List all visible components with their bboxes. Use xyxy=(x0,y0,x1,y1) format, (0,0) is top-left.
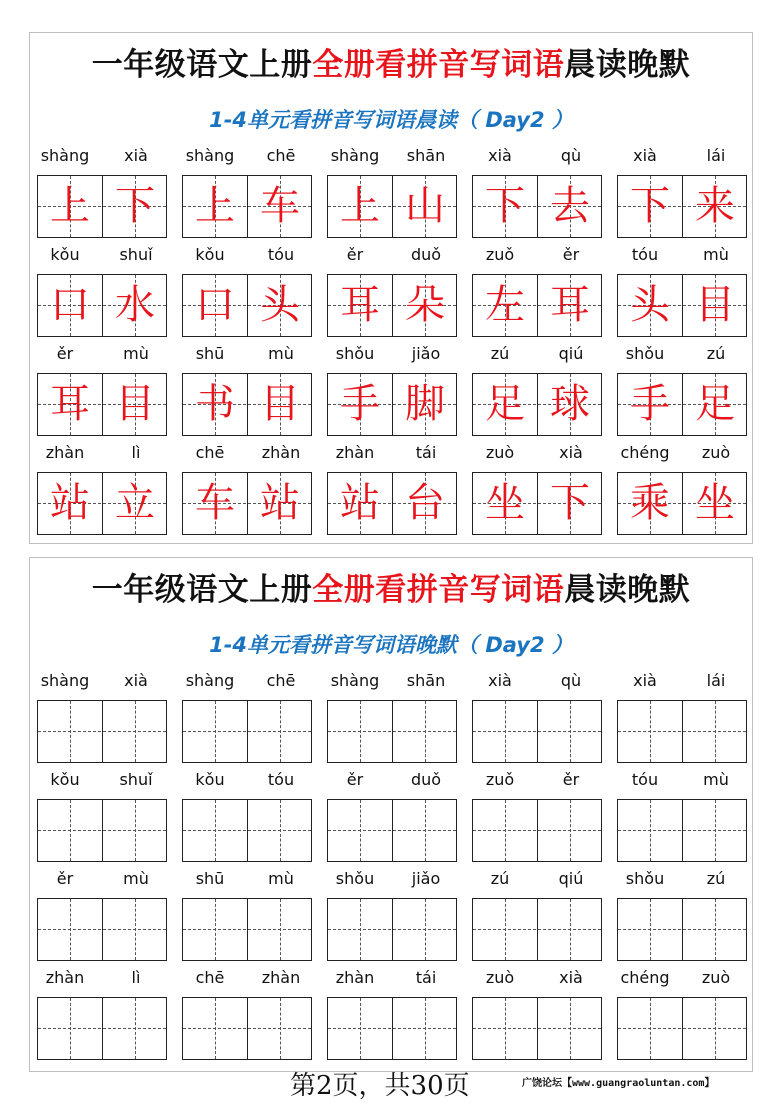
grid-guide-line xyxy=(570,800,571,861)
pinyin-label: lì xyxy=(131,968,141,987)
grid-guide-line xyxy=(473,731,601,732)
grid-guide-line xyxy=(135,701,136,762)
hanzi-character: 车 xyxy=(195,480,235,526)
hanzi-character: 书 xyxy=(195,381,235,427)
pinyin-label: shū xyxy=(195,869,225,888)
word-item xyxy=(37,769,169,864)
pinyin-label: xià xyxy=(559,443,583,462)
pinyin-label: qù xyxy=(560,671,582,690)
grid-guide-line xyxy=(328,929,456,930)
hanzi-character: 上 xyxy=(195,183,235,229)
pinyin-label: jiǎo xyxy=(411,344,441,363)
hanzi-character: 目 xyxy=(115,381,155,427)
pinyin-label: ěr xyxy=(562,245,580,264)
pinyin-label: zhàn xyxy=(45,968,85,987)
hanzi-character: 耳 xyxy=(50,381,90,427)
pinyin-label: tóu xyxy=(631,245,659,264)
writing-box[interactable] xyxy=(617,799,747,862)
hanzi-character: 口 xyxy=(50,282,90,328)
pinyin-label: tóu xyxy=(631,770,659,789)
writing-box[interactable] xyxy=(182,997,312,1060)
grid-guide-line xyxy=(183,929,311,930)
writing-box[interactable] xyxy=(327,799,457,862)
hanzi-character: 去 xyxy=(550,183,590,229)
hanzi-character: 来 xyxy=(695,183,735,229)
title-suffix: 晨读晚默 xyxy=(564,572,691,608)
pinyin-label: qiú xyxy=(558,869,584,888)
grid-guide-line xyxy=(328,830,456,831)
grid-guide-line xyxy=(618,1028,746,1029)
grid-guide-line xyxy=(425,800,426,861)
hanzi-character: 手 xyxy=(630,381,670,427)
character-box xyxy=(327,373,457,436)
hanzi-character: 下 xyxy=(485,183,525,229)
grid-guide-line xyxy=(215,899,216,960)
pinyin-label: zuǒ xyxy=(485,245,515,264)
character-box xyxy=(327,472,457,535)
word-item xyxy=(617,244,749,339)
pinyin-label: mù xyxy=(123,869,149,888)
hanzi-character: 立 xyxy=(115,480,155,526)
grid-guide-line xyxy=(280,998,281,1059)
word-item xyxy=(327,145,459,240)
character-box xyxy=(327,274,457,337)
pinyin-label: tóu xyxy=(267,770,295,789)
grid-guide-line xyxy=(38,1028,166,1029)
grid-guide-line xyxy=(328,1028,456,1029)
word-item xyxy=(472,343,604,438)
grid-guide-line xyxy=(360,701,361,762)
pinyin-label: shǒu xyxy=(625,344,665,363)
grid-guide-line xyxy=(618,929,746,930)
hanzi-character: 车 xyxy=(260,183,300,229)
pinyin-label: lì xyxy=(131,443,141,462)
grid-guide-line xyxy=(328,731,456,732)
pinyin-label: chē xyxy=(266,146,296,165)
pinyin-label: mù xyxy=(268,344,294,363)
pinyin-label: shàng xyxy=(185,146,235,165)
writing-box[interactable] xyxy=(617,898,747,961)
hanzi-character: 上 xyxy=(50,183,90,229)
pinyin-label: ěr xyxy=(562,770,580,789)
character-box xyxy=(617,373,747,436)
hanzi-character: 水 xyxy=(115,282,155,328)
word-item xyxy=(182,670,314,765)
grid-guide-line xyxy=(473,929,601,930)
character-box xyxy=(472,274,602,337)
title-prefix: 一年级语文上册 xyxy=(91,572,313,608)
pinyin-label: shǒu xyxy=(625,869,665,888)
writing-box[interactable] xyxy=(182,898,312,961)
hanzi-character: 足 xyxy=(485,381,525,427)
word-item xyxy=(37,442,169,537)
pinyin-label: xià xyxy=(633,671,657,690)
pinyin-label: duǒ xyxy=(410,245,442,264)
grid-guide-line xyxy=(70,899,71,960)
hanzi-character: 上 xyxy=(340,183,380,229)
pinyin-label: xià xyxy=(124,671,148,690)
evening-write-panel xyxy=(29,557,753,1072)
pinyin-label: mù xyxy=(123,344,149,363)
grid-guide-line xyxy=(183,1028,311,1029)
pinyin-label: zhàn xyxy=(335,968,375,987)
pinyin-label: xià xyxy=(559,968,583,987)
writing-box[interactable] xyxy=(37,700,167,763)
word-item xyxy=(37,343,169,438)
word-item xyxy=(327,343,459,438)
pinyin-label: shǒu xyxy=(335,869,375,888)
word-item xyxy=(327,769,459,864)
pinyin-label: zú xyxy=(706,869,726,888)
writing-box[interactable] xyxy=(327,898,457,961)
pinyin-label: zuò xyxy=(485,443,515,462)
hanzi-character: 下 xyxy=(550,480,590,526)
pinyin-label: zú xyxy=(706,344,726,363)
grid-guide-line xyxy=(135,800,136,861)
pinyin-label: zuò xyxy=(485,968,515,987)
character-box xyxy=(37,373,167,436)
hanzi-character: 站 xyxy=(340,480,380,526)
word-item xyxy=(472,769,604,864)
pinyin-label: tái xyxy=(415,443,437,462)
grid-guide-line xyxy=(70,800,71,861)
word-item xyxy=(37,670,169,765)
grid-guide-line xyxy=(135,998,136,1059)
word-item xyxy=(37,145,169,240)
writing-box[interactable] xyxy=(472,898,602,961)
pinyin-label: tái xyxy=(415,968,437,987)
word-item xyxy=(182,868,314,963)
grid-guide-line xyxy=(70,701,71,762)
word-item xyxy=(327,967,459,1062)
writing-box[interactable] xyxy=(37,997,167,1060)
grid-guide-line xyxy=(505,701,506,762)
grid-guide-line xyxy=(570,899,571,960)
pinyin-label: chē xyxy=(195,968,225,987)
pinyin-label: zuò xyxy=(701,443,731,462)
writing-box[interactable] xyxy=(617,997,747,1060)
character-box xyxy=(327,175,457,238)
grid-guide-line xyxy=(280,800,281,861)
word-item xyxy=(37,967,169,1062)
pinyin-label: chéng xyxy=(620,968,670,987)
character-box xyxy=(472,175,602,238)
hanzi-character: 站 xyxy=(260,480,300,526)
title-prefix: 一年级语文上册 xyxy=(91,47,313,83)
word-item xyxy=(472,244,604,339)
pinyin-label: kǒu xyxy=(50,245,80,264)
grid-guide-line xyxy=(360,800,361,861)
word-item xyxy=(182,967,314,1062)
writing-box[interactable] xyxy=(327,700,457,763)
grid-guide-line xyxy=(505,899,506,960)
character-box xyxy=(37,472,167,535)
hanzi-character: 左 xyxy=(485,282,525,328)
pinyin-label: shǒu xyxy=(335,344,375,363)
writing-box[interactable] xyxy=(182,799,312,862)
word-item xyxy=(472,967,604,1062)
grid-guide-line xyxy=(650,998,651,1059)
pinyin-label: xià xyxy=(124,146,148,165)
pinyin-label: tóu xyxy=(267,245,295,264)
pinyin-label: kǒu xyxy=(195,245,225,264)
pinyin-label: chéng xyxy=(620,443,670,462)
grid-guide-line xyxy=(38,830,166,831)
hanzi-character: 目 xyxy=(695,282,735,328)
pinyin-label: jiǎo xyxy=(411,869,441,888)
hanzi-character: 下 xyxy=(630,183,670,229)
pinyin-label: ěr xyxy=(346,245,364,264)
pinyin-label: ěr xyxy=(56,344,74,363)
character-box xyxy=(37,274,167,337)
word-item xyxy=(472,868,604,963)
grid-guide-line xyxy=(618,731,746,732)
grid-guide-line xyxy=(715,701,716,762)
hanzi-character: 手 xyxy=(340,381,380,427)
grid-guide-line xyxy=(70,998,71,1059)
hanzi-character: 足 xyxy=(695,381,735,427)
pinyin-label: shū xyxy=(195,344,225,363)
title-suffix: 晨读晚默 xyxy=(564,47,691,83)
pinyin-label: ěr xyxy=(56,869,74,888)
panel-subtitle: 1-4单元看拼音写词语晚默（ Day2 ） xyxy=(209,633,573,657)
title-highlight: 全册看拼音写词语 xyxy=(312,47,565,83)
word-item xyxy=(327,442,459,537)
pinyin-label: zuǒ xyxy=(485,770,515,789)
writing-box[interactable] xyxy=(37,898,167,961)
word-grid-read xyxy=(30,33,752,543)
grid-guide-line xyxy=(38,929,166,930)
pinyin-label: shàng xyxy=(185,671,235,690)
word-item xyxy=(617,967,749,1062)
pinyin-label: zú xyxy=(490,344,510,363)
word-item xyxy=(182,244,314,339)
grid-guide-line xyxy=(473,1028,601,1029)
pinyin-label: kǒu xyxy=(50,770,80,789)
grid-guide-line xyxy=(183,830,311,831)
pinyin-label: zuò xyxy=(701,968,731,987)
word-item xyxy=(327,868,459,963)
panel-subtitle: 1-4单元看拼音写词语晨读（ Day2 ） xyxy=(209,108,573,132)
grid-guide-line xyxy=(650,899,651,960)
word-item xyxy=(472,670,604,765)
hanzi-character: 坐 xyxy=(695,480,735,526)
word-item xyxy=(617,769,749,864)
pinyin-label: shān xyxy=(406,146,446,165)
grid-guide-line xyxy=(505,998,506,1059)
grid-guide-line xyxy=(360,899,361,960)
word-item xyxy=(37,244,169,339)
hanzi-character: 坐 xyxy=(485,480,525,526)
grid-guide-line xyxy=(280,701,281,762)
pinyin-label: chē xyxy=(266,671,296,690)
writing-box[interactable] xyxy=(472,799,602,862)
morning-read-panel xyxy=(29,32,753,544)
pinyin-label: duǒ xyxy=(410,770,442,789)
hanzi-character: 耳 xyxy=(550,282,590,328)
grid-guide-line xyxy=(360,998,361,1059)
hanzi-character: 乘 xyxy=(630,480,670,526)
grid-guide-line xyxy=(135,899,136,960)
grid-guide-line xyxy=(715,800,716,861)
character-box xyxy=(182,274,312,337)
grid-guide-line xyxy=(425,998,426,1059)
pinyin-label: lái xyxy=(706,146,726,165)
pinyin-label: xià xyxy=(488,146,512,165)
pinyin-label: kǒu xyxy=(195,770,225,789)
hanzi-character: 脚 xyxy=(405,381,445,427)
character-box xyxy=(617,274,747,337)
writing-box[interactable] xyxy=(472,997,602,1060)
page-number: 第2页，共30页 xyxy=(290,1071,470,1101)
hanzi-character: 球 xyxy=(550,381,590,427)
hanzi-character: 目 xyxy=(260,381,300,427)
hanzi-character: 台 xyxy=(405,480,445,526)
character-box xyxy=(182,373,312,436)
pinyin-label: shàng xyxy=(40,671,90,690)
pinyin-label: shān xyxy=(406,671,446,690)
character-box xyxy=(37,175,167,238)
writing-box[interactable] xyxy=(327,997,457,1060)
pinyin-label: zhàn xyxy=(261,968,301,987)
hanzi-character: 朵 xyxy=(405,282,445,328)
pinyin-label: qù xyxy=(560,146,582,165)
grid-guide-line xyxy=(280,899,281,960)
grid-guide-line xyxy=(570,701,571,762)
grid-guide-line xyxy=(473,830,601,831)
word-item xyxy=(327,670,459,765)
grid-guide-line xyxy=(715,998,716,1059)
word-grid-write xyxy=(30,558,752,1071)
pinyin-label: xià xyxy=(633,146,657,165)
pinyin-label: ěr xyxy=(346,770,364,789)
pinyin-label: lái xyxy=(706,671,726,690)
pinyin-label: qiú xyxy=(558,344,584,363)
hanzi-character: 头 xyxy=(260,282,300,328)
word-item xyxy=(327,244,459,339)
hanzi-character: 头 xyxy=(630,282,670,328)
word-item xyxy=(617,145,749,240)
pinyin-label: shuǐ xyxy=(119,770,153,789)
pinyin-label: xià xyxy=(488,671,512,690)
character-box xyxy=(617,472,747,535)
grid-guide-line xyxy=(38,731,166,732)
grid-guide-line xyxy=(425,701,426,762)
grid-guide-line xyxy=(183,731,311,732)
pinyin-label: shuǐ xyxy=(119,245,153,264)
pinyin-label: zhàn xyxy=(45,443,85,462)
hanzi-character: 耳 xyxy=(340,282,380,328)
character-box xyxy=(472,472,602,535)
pinyin-label: mù xyxy=(268,869,294,888)
site-watermark: 广饶论坛【www.guangraoluntan.com】 xyxy=(522,1078,715,1089)
pinyin-label: zhàn xyxy=(335,443,375,462)
pinyin-label: zhàn xyxy=(261,443,301,462)
grid-guide-line xyxy=(505,800,506,861)
word-item xyxy=(617,868,749,963)
hanzi-character: 下 xyxy=(115,183,155,229)
hanzi-character: 口 xyxy=(195,282,235,328)
character-box xyxy=(182,472,312,535)
word-item xyxy=(472,442,604,537)
pinyin-label: mù xyxy=(703,770,729,789)
pinyin-label: zú xyxy=(490,869,510,888)
grid-guide-line xyxy=(570,998,571,1059)
grid-guide-line xyxy=(215,998,216,1059)
grid-guide-line xyxy=(715,899,716,960)
hanzi-character: 站 xyxy=(50,480,90,526)
word-item xyxy=(182,145,314,240)
grid-guide-line xyxy=(618,830,746,831)
word-item xyxy=(617,343,749,438)
character-box xyxy=(182,175,312,238)
pinyin-label: shàng xyxy=(40,146,90,165)
writing-box[interactable] xyxy=(617,700,747,763)
title-highlight: 全册看拼音写词语 xyxy=(312,572,565,608)
pinyin-label: shàng xyxy=(330,146,380,165)
writing-box[interactable] xyxy=(472,700,602,763)
character-box xyxy=(617,175,747,238)
word-item xyxy=(617,442,749,537)
character-box xyxy=(472,373,602,436)
word-item xyxy=(182,343,314,438)
grid-guide-line xyxy=(650,800,651,861)
hanzi-character: 山 xyxy=(405,183,445,229)
word-item xyxy=(182,442,314,537)
word-item xyxy=(182,769,314,864)
pinyin-label: chē xyxy=(195,443,225,462)
word-item xyxy=(617,670,749,765)
writing-box[interactable] xyxy=(182,700,312,763)
pinyin-label: mù xyxy=(703,245,729,264)
grid-guide-line xyxy=(215,800,216,861)
pinyin-label: shàng xyxy=(330,671,380,690)
writing-box[interactable] xyxy=(37,799,167,862)
grid-guide-line xyxy=(215,701,216,762)
word-item xyxy=(472,145,604,240)
word-item xyxy=(37,868,169,963)
grid-guide-line xyxy=(650,701,651,762)
grid-guide-line xyxy=(425,899,426,960)
